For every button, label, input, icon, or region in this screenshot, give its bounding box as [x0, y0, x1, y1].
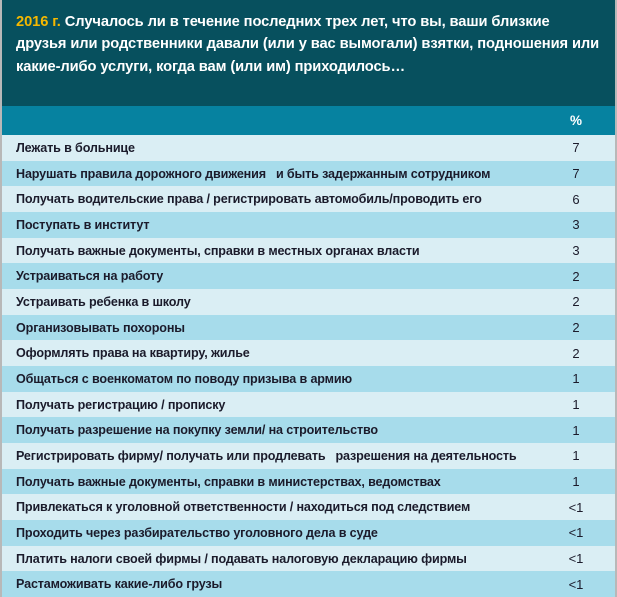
row-label: Получать регистрацию / прописку [16, 397, 226, 412]
row-label: Растаможивать какие-либо грузы [16, 577, 223, 592]
row-label: Привлекаться к уголовной ответственности / находиться под следствием [16, 500, 471, 515]
row-label: Получать водительские права / регистрировать автомобиль/проводить его [16, 192, 482, 207]
table-row [2, 417, 615, 443]
table-row [2, 546, 615, 572]
row-value: 2 [572, 345, 580, 361]
row-value: 1 [572, 422, 580, 438]
row-label: Лежать в больнице [16, 140, 135, 155]
table-row [2, 469, 615, 495]
row-value: <1 [568, 525, 584, 541]
row-label: Регистрировать фирму/ получать или продлевать разрешения на деятельность [16, 448, 517, 463]
table-row [2, 161, 615, 187]
row-value: 1 [572, 397, 580, 413]
row-value: 1 [572, 448, 580, 464]
row-value: 3 [572, 217, 580, 233]
row-label: Нарушать правила дорожного движения и быть задержанным сотрудником [16, 166, 491, 181]
row-label: Поступать в институт [16, 217, 150, 232]
row-label: Устраиваться на работу [16, 269, 164, 284]
table-row [2, 340, 615, 366]
row-label: Проходить через разбирательство уголовного дела в суде [16, 525, 378, 540]
row-label: Организовывать похороны [16, 320, 185, 335]
table-row [2, 289, 615, 315]
year-label: 2016 г. [16, 14, 61, 30]
row-label: Получать важные документы, справки в местных органах власти [16, 243, 420, 258]
table-row [2, 263, 615, 289]
row-label: Получать разрешение на покупку земли/ на строительство [16, 423, 378, 438]
row-label: Получать важные документы, справки в министерствах, ведомствах [16, 474, 441, 489]
row-value: <1 [568, 576, 584, 592]
table-row [2, 238, 615, 264]
row-value: <1 [568, 499, 584, 515]
row-value: 2 [572, 320, 580, 336]
row-value: 2 [572, 268, 580, 284]
row-label: Общаться с военкоматом по поводу призыва в армию [16, 371, 353, 386]
column-header-percent: % [569, 113, 582, 128]
table-body [2, 135, 615, 597]
table-row [2, 186, 615, 212]
table-row [2, 443, 615, 469]
table-row [2, 315, 615, 341]
table-row [2, 212, 615, 238]
row-label: Устраивать ребенка в школу [16, 294, 191, 309]
row-value: 3 [572, 243, 580, 259]
row-value: 1 [572, 474, 580, 490]
question-header [2, 0, 615, 106]
question-text [16, 11, 601, 78]
row-value: 7 [572, 140, 580, 156]
table-row [2, 392, 615, 418]
row-value: 7 [572, 166, 580, 181]
row-label: Платить налоги своей фирмы / подавать налоговую декларацию фирмы [16, 551, 467, 566]
row-value: 6 [572, 191, 580, 207]
row-value: <1 [568, 551, 584, 567]
column-header-row [2, 106, 615, 135]
question-body: Случалось ли в течение последних трех лет, что вы, ваши близкие друзья или родственники давали (или у вас вымогали) взятки, подношения или какие-либо услуги, когда вам (или им) приходилось… [16, 14, 600, 75]
table-row [2, 571, 615, 597]
table-row [2, 520, 615, 546]
row-value: 2 [572, 294, 580, 310]
row-label: Оформлять права на квартиру, жилье [16, 346, 250, 361]
table-row [2, 135, 615, 161]
table-row [2, 494, 615, 520]
row-value: 1 [572, 371, 580, 387]
table-row [2, 366, 615, 392]
